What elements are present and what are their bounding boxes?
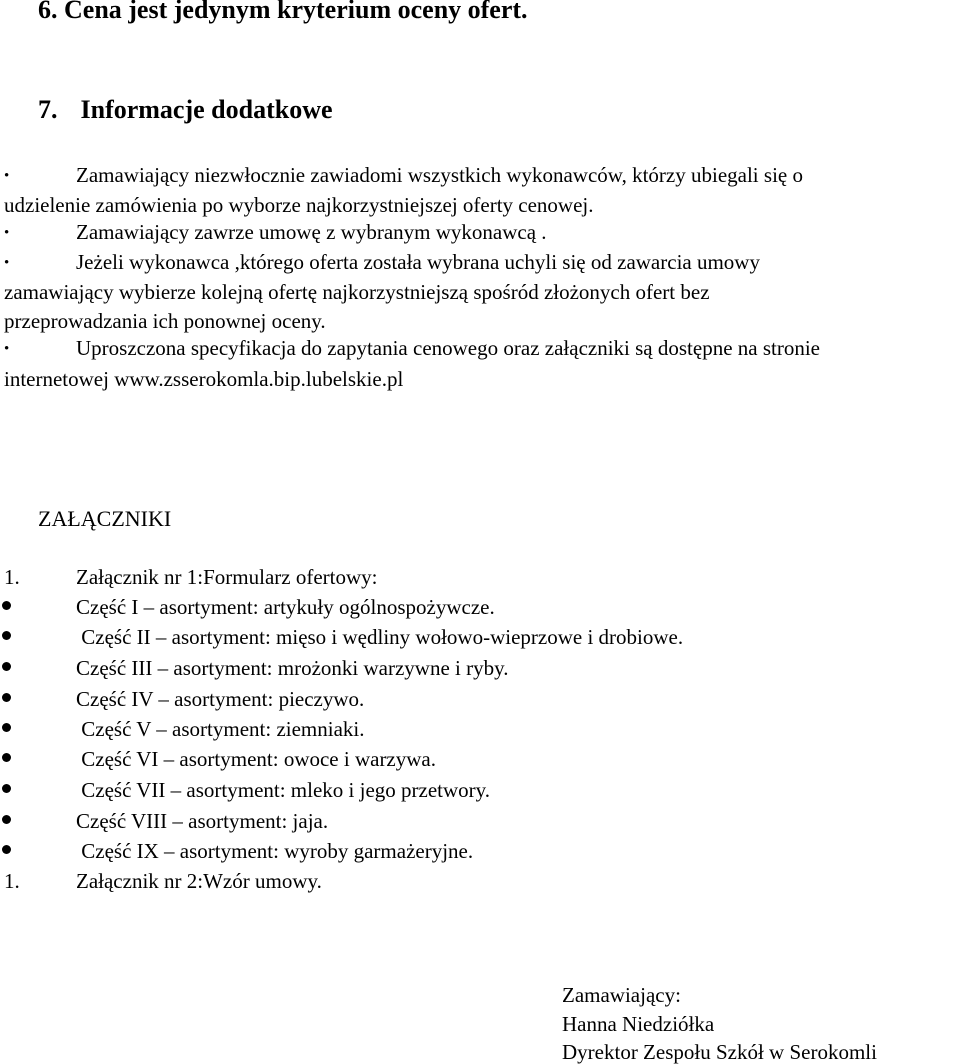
part-item	[0, 687, 364, 711]
bullet-icon: •	[4, 341, 10, 357]
bullet-dot-icon	[2, 845, 11, 854]
bullet-dot-icon	[2, 693, 11, 702]
part-item-label: Część I – asortyment: artykuły ogólnospożywcze.	[76, 595, 495, 619]
part-item	[0, 717, 365, 741]
info-item-1-line-1	[4, 163, 803, 188]
info-item-3-line-1	[4, 250, 760, 275]
info-item-4-line-2: internetowej www.zsserokomla.bip.lubelskie.pl	[4, 367, 404, 391]
part-item-label: Część VII – asortyment: mleko i jego przetwory.	[76, 778, 491, 802]
section-7-title: Informacje dodatkowe	[80, 95, 333, 124]
part-item	[0, 747, 436, 771]
info-item-2-text: Zamawiający zawrze umowę z wybranym wykonawcą .	[76, 220, 547, 244]
section-6-number: 6.	[38, 0, 58, 24]
part-item-label: Część V – asortyment: ziemniaki.	[76, 717, 365, 741]
part-item	[0, 595, 495, 619]
attachment-2-number: 1.	[4, 869, 20, 893]
bullet-dot-icon	[2, 784, 11, 793]
bullet-icon: •	[4, 225, 10, 241]
part-item	[0, 656, 509, 680]
section-6-heading	[38, 0, 528, 25]
part-item-label: Część IV – asortyment: pieczywo.	[76, 687, 365, 711]
info-item-3-line-2: zamawiający wybierze kolejną ofertę najkorzystniejszą spośród złożonych ofert bez	[4, 280, 710, 304]
info-item-3-text: Jeżeli wykonawca ,którego oferta została wybrana uchyli się od zawarcia umowy	[76, 250, 760, 274]
section-7-heading	[38, 95, 333, 125]
part-item-label: Część VI – asortyment: owoce i warzywa.	[76, 747, 436, 771]
info-item-1-line-2: udzielenie zamówienia po wyborze najkorzystniejszej oferty cenowej.	[4, 193, 594, 217]
bullet-dot-icon	[2, 662, 11, 671]
section-6-title: Cena jest jedynym kryterium oceny ofert.	[64, 0, 528, 24]
attachment-1	[4, 565, 377, 589]
info-item-3-line-3: przeprowadzania ich ponownej oceny.	[4, 309, 326, 333]
part-item	[0, 778, 490, 802]
attachment-2-label: Załącznik nr 2:Wzór umowy.	[76, 869, 322, 893]
part-item	[0, 809, 328, 833]
part-item	[0, 625, 683, 649]
bullet-dot-icon	[2, 753, 11, 762]
info-item-2-line-1	[4, 220, 547, 245]
info-item-4-text: Uproszczona specyfikacja do zapytania cenowego oraz załączniki są dostępne na stronie	[76, 336, 820, 360]
bullet-dot-icon	[2, 815, 11, 824]
part-item-label: Część VIII – asortyment: jaja.	[76, 809, 329, 833]
part-item	[0, 839, 473, 863]
bullet-icon: •	[4, 168, 10, 184]
bullet-icon: •	[4, 255, 10, 271]
signature-name: Hanna Niedziółka	[562, 1012, 715, 1036]
attachments-title: ZAŁĄCZNIKI	[38, 506, 172, 531]
part-item-label: Część IX – asortyment: wyroby garmażeryjne.	[76, 839, 474, 863]
info-item-4-line-1	[4, 336, 820, 361]
bullet-dot-icon	[2, 631, 11, 640]
info-item-1-text: Zamawiający niezwłocznie zawiadomi wszystkich wykonawców, którzy ubiegali się o	[76, 163, 803, 187]
part-item-label: Część II – asortyment: mięso i wędliny wołowo-wieprzowe i drobiowe.	[76, 625, 684, 649]
bullet-dot-icon	[2, 723, 11, 732]
part-item-label: Część III – asortyment: mrożonki warzywne i ryby.	[76, 656, 509, 680]
attachment-1-number: 1.	[4, 565, 20, 589]
attachment-1-label: Załącznik nr 1:Formularz ofertowy:	[76, 565, 378, 589]
section-7-number: 7.	[38, 95, 58, 124]
signature-position: Dyrektor Zespołu Szkół w Serokomli	[562, 1040, 877, 1064]
bullet-dot-icon	[2, 601, 11, 610]
signature-role: Zamawiający:	[562, 983, 681, 1007]
attachment-2	[4, 869, 322, 893]
